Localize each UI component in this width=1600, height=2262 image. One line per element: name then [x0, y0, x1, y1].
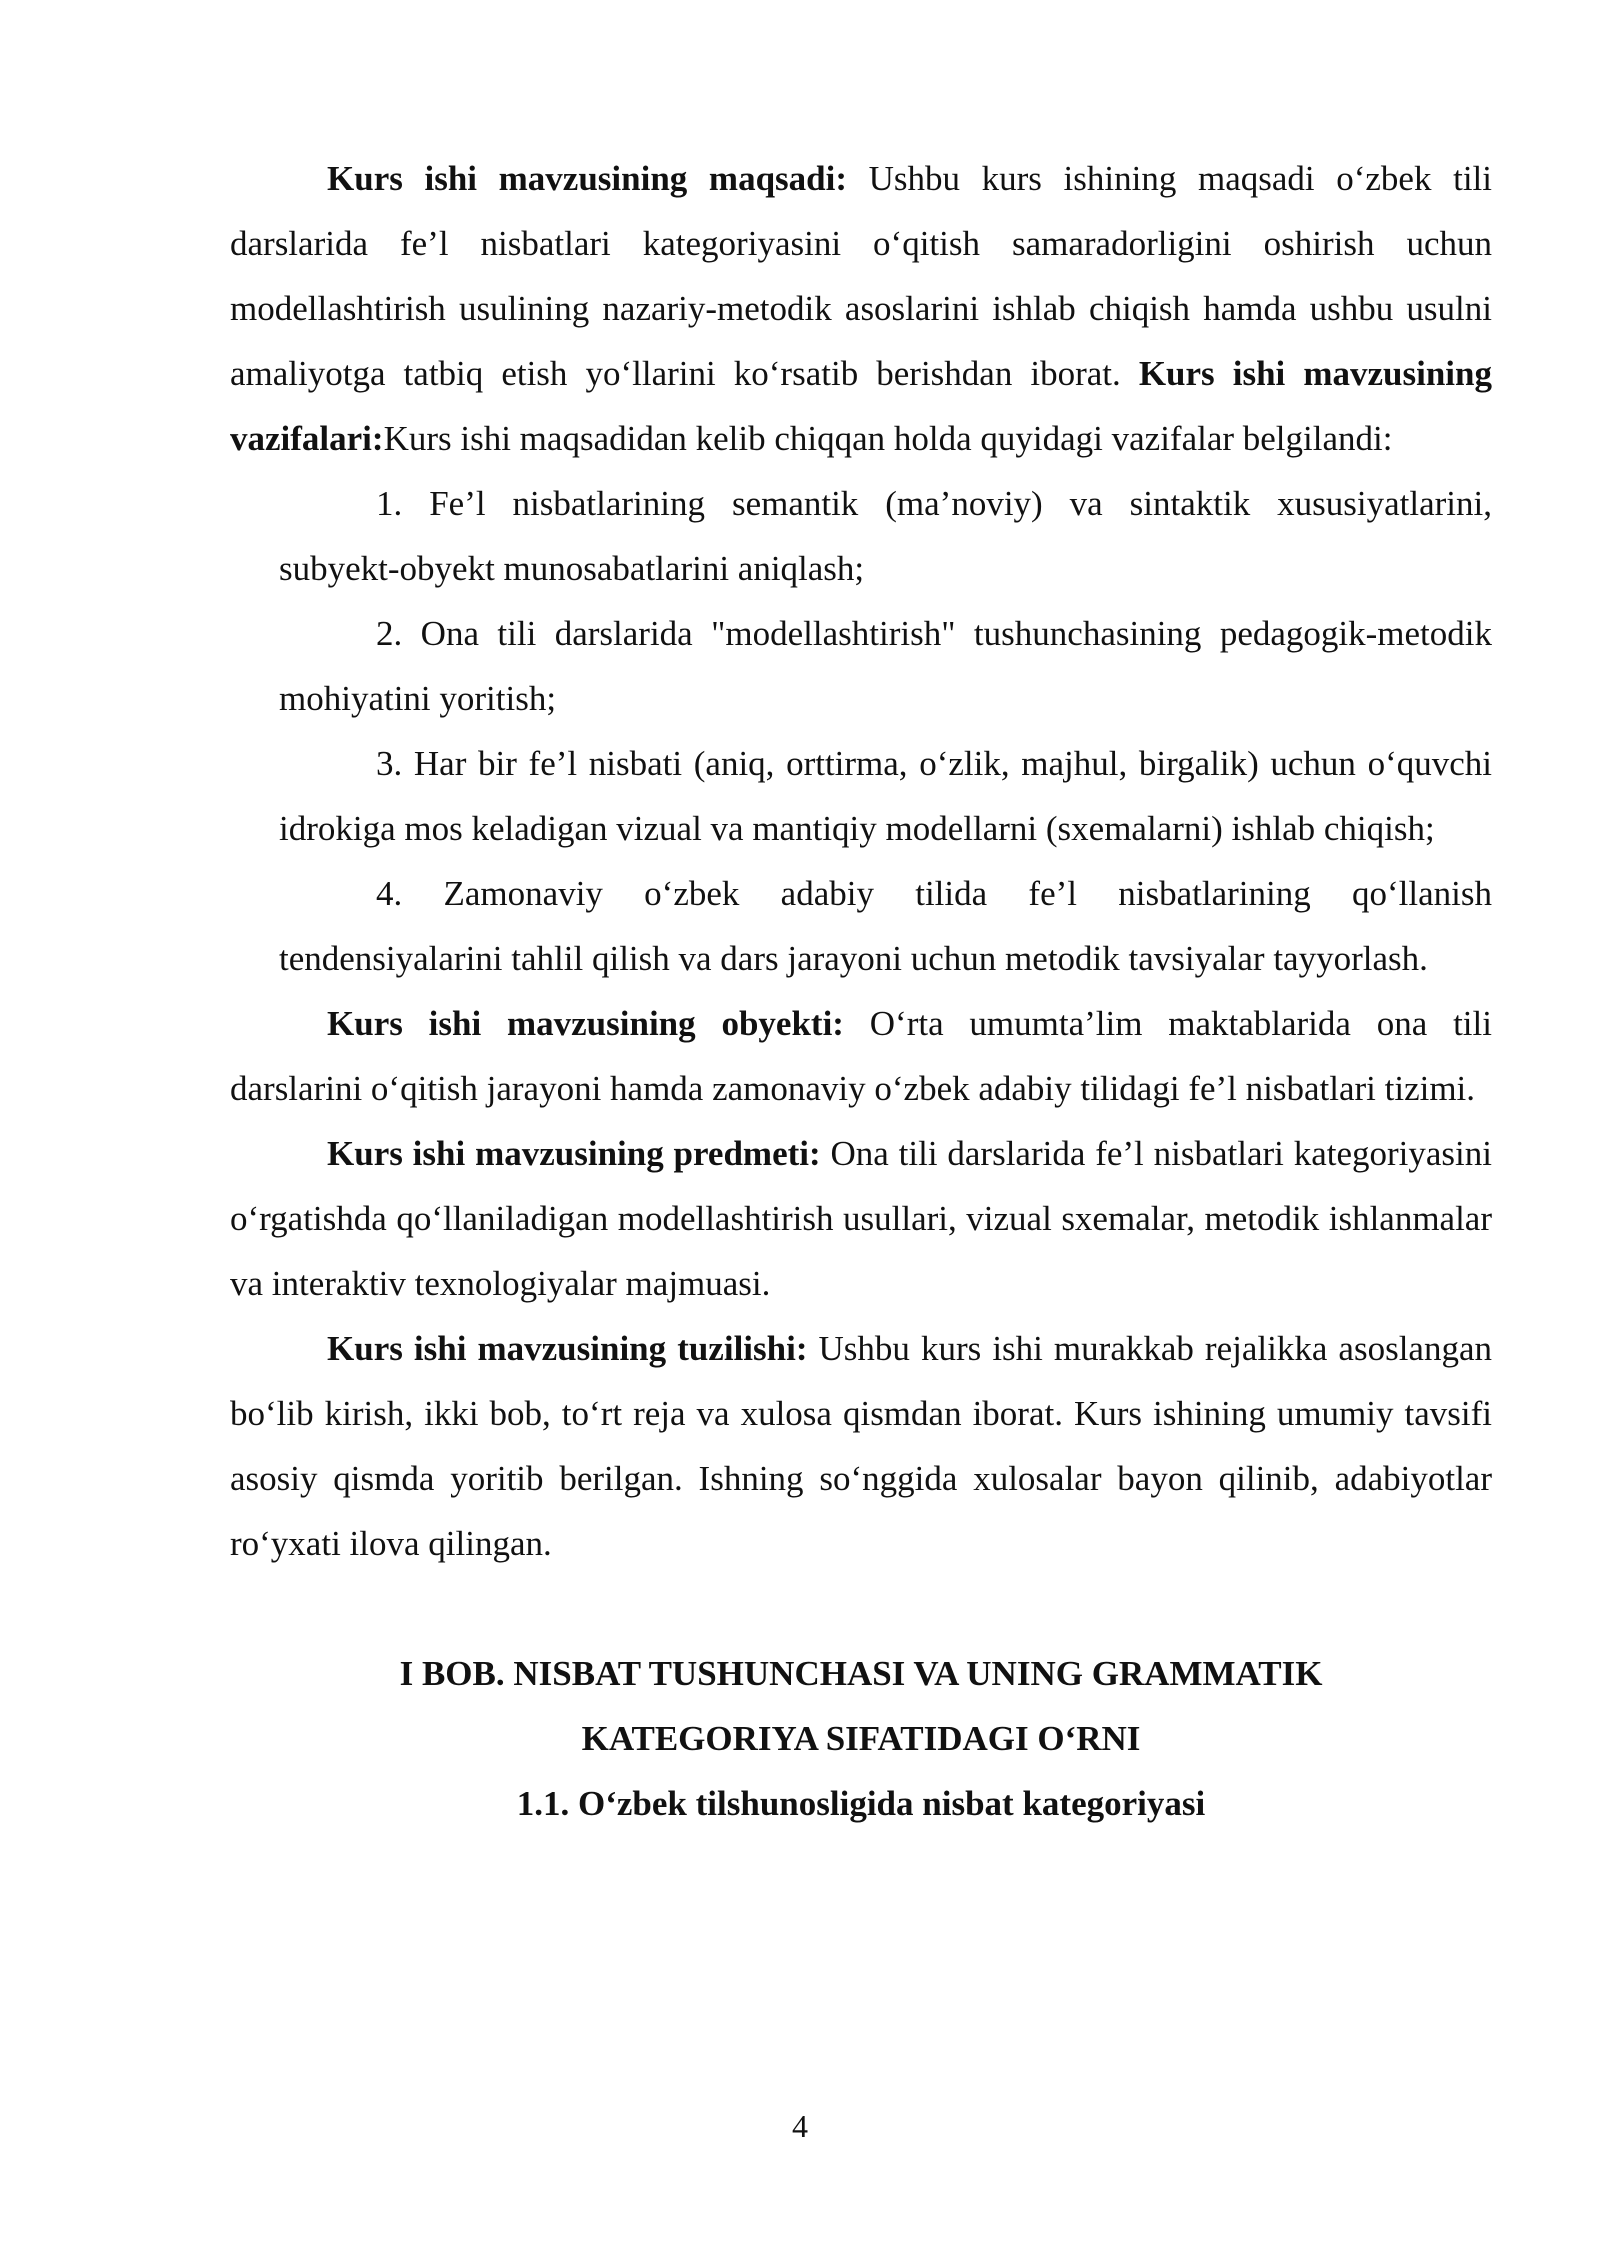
- vazifalar-label: Kurs ishi mavzusining vazifalari:: [230, 354, 1492, 458]
- tuzilish-label: Kurs ishi mavzusining tuzilishi:: [327, 1329, 808, 1368]
- maqsad-text: Ushbu kurs ishining maqsadi o‘zbek tili darslarida fe’l nisbatlari kategoriyasini o‘qitish samaradorligini oshirish uchun modellashtirish usulining nazariy-metodik asoslarini ishlab chiqish hamda ushbu usulni amaliyotga tatbiq etish yo‘llarini ko‘rsatib berishdan iborat.: [230, 159, 1492, 393]
- tuzilish-text: Ushbu kurs ishi murakkab rejalikka asoslangan bo‘lib kirish, ikki bob, to‘rt reja va xulosa qismdan iborat. Kurs ishining umumiy tavsifi asosiy qismda yoritib berilgan. Ishning so‘nggida xulosalar bayon qilinib, adabiyotlar ro‘yxati ilova qilingan.: [230, 1329, 1492, 1563]
- chapter-title-line2: KATEGORIYA SIFATIDAGI O‘RNI: [581, 1719, 1141, 1758]
- chapter-title-line1: I BOB. NISBAT TUSHUNCHASI VA UNING GRAMMATIK: [399, 1654, 1323, 1693]
- predmet-text: Ona tili darslarida fe’l nisbatlari kategoriyasini o‘rgatishda qo‘llaniladigan modellashtirish usullari, vizual sxemalar, metodik ishlanmalar va interaktiv texnologiyalar majmuasi.: [230, 1134, 1492, 1303]
- maqsad-label: Kurs ishi mavzusining maqsadi:: [327, 159, 847, 198]
- vazifalar-text: Kurs ishi maqsadidan kelib chiqqan holda quyidagi vazifalar belgilandi:: [383, 419, 1393, 458]
- obyekt-label: Kurs ishi mavzusining obyekti:: [327, 1004, 844, 1043]
- paragraph-obyekt: [230, 991, 1492, 1121]
- predmet-label: Kurs ishi mavzusining predmeti:: [327, 1134, 821, 1173]
- list-item: 4. Zamonaviy o‘zbek adabiy tilida fe’l nisbatlarining qo‘llanish tendensiyalarini tahlil qilish va dars jarayoni uchun metodik tavsiyalar tayyorlash.: [279, 874, 1492, 978]
- task-list: [279, 471, 1492, 991]
- paragraph-predmet: [230, 1121, 1492, 1316]
- document-page: [230, 146, 1492, 1836]
- paragraph-tuzilish: [230, 1316, 1492, 1576]
- section-spacer: [230, 1576, 1492, 1641]
- list-item: 3. Har bir fe’l nisbati (aniq, orttirma, o‘zlik, majhul, birgalik) uchun o‘quvchi idrokiga mos keladigan vizual va mantiqiy modellarni (sxemalarni) ishlab chiqish;: [279, 744, 1492, 848]
- list-item: 2. Ona tili darslarida "modellashtirish" tushunchasining pedagogik-metodik mohiyatini yoritish;: [279, 614, 1492, 718]
- paragraph-maqsad: [230, 146, 1492, 471]
- section-title: 1.1. O‘zbek tilshunosligida nisbat kategoriyasi: [516, 1784, 1206, 1823]
- page-number: 4: [792, 2108, 808, 2144]
- obyekt-text: O‘rta umumta’lim maktablarida ona tili darslarini o‘qitish jarayoni hamda zamonaviy o‘zbek adabiy tilidagi fe’l nisbatlari tizimi.: [230, 1004, 1492, 1108]
- list-item: 1. Fe’l nisbatlarining semantik (ma’noviy) va sintaktik xususiyatlarini, subyekt-obyekt munosabatlarini aniqlash;: [279, 484, 1492, 588]
